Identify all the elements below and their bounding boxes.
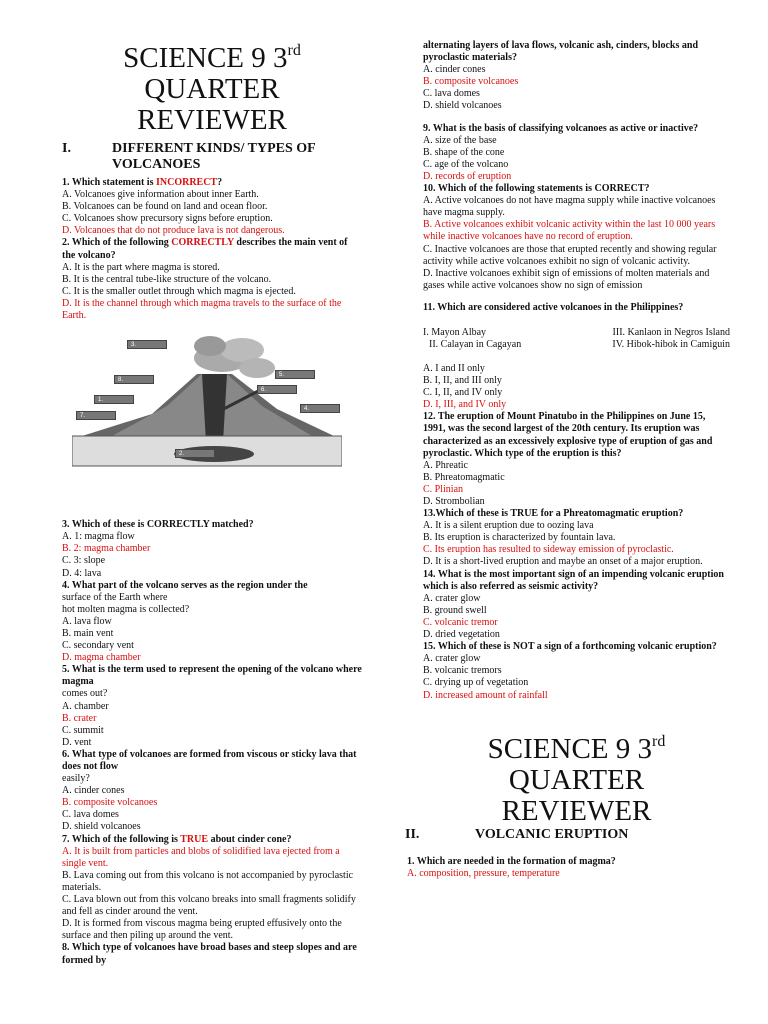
option: A. Volcanoes give information about inner Earth. xyxy=(62,189,259,201)
option: A. Active volcanoes do not have magma supply while inactive volcanoes have magma supply. xyxy=(423,195,716,219)
answer: D. I, III, and IV only xyxy=(423,399,507,411)
option: D. Inactive volcanoes exhibit sign of emissions of molten materials and gases while active volcanoes show no sign of emission xyxy=(423,267,710,291)
option: B. volcanic tremors xyxy=(423,665,502,677)
answer: B. Active volcanoes exhibit volcanic activity within the last 10 000 years while inactive volcanoes have no record of eruption. xyxy=(423,219,716,243)
question-3: 3. Which of these is CORRECTLY matched? xyxy=(62,519,254,531)
option: A. crater glow xyxy=(423,653,481,665)
answer: A. composition, pressure, temperature xyxy=(407,868,560,880)
diagram-label: 3. xyxy=(127,340,167,349)
option: A. I and II only xyxy=(423,362,485,374)
answer: D. magma chamber xyxy=(62,652,141,664)
right-column xyxy=(405,0,730,880)
option: B. Its eruption is characterized by fountain lava. xyxy=(423,532,616,544)
option: D. Strombolian xyxy=(423,496,485,507)
question-14: 14. What is the most important sign of an impending volcanic eruption which is also referred as seismic activity? xyxy=(423,568,724,592)
option: C. drying up of vegetation xyxy=(423,677,529,689)
option: B. Volcanoes can be found on land and ocean floor. xyxy=(62,201,268,213)
diagram-label: 5. xyxy=(275,370,315,379)
option: D. dried vegetation xyxy=(423,629,500,641)
question-8-continued: alternating layers of lava flows, volcanic ash, cinders, blocks and pyroclastic materials? xyxy=(423,40,699,64)
option: C. lava domes xyxy=(62,809,119,821)
option: A. crater glow xyxy=(423,592,481,604)
option: A. cinder cones xyxy=(62,785,125,797)
option: D. shield volcanoes xyxy=(423,100,502,112)
answer: B. crater xyxy=(62,712,97,724)
title-line2: QUARTER xyxy=(144,73,280,105)
option: C. Lava blown out from this volcano breaks into small fragments solidify and fell as cinder around the vent. xyxy=(62,894,356,918)
question-2: 2. Which of the following CORRECTLY describes the main vent of the volcano? xyxy=(62,237,348,261)
option: A. lava flow xyxy=(62,615,112,627)
option: A. It is a silent eruption due to oozing lava xyxy=(423,520,594,532)
answer: B. composite volcanoes xyxy=(62,797,158,809)
title-text: SCIENCE 9 3 xyxy=(123,42,288,74)
option: D. shield volcanoes xyxy=(62,821,141,833)
option: B. It is the central tube-like structure of the volcano. xyxy=(62,273,272,285)
question-6: 6. What type of volcanoes are formed from viscous or sticky lava that does not flow xyxy=(62,748,357,772)
part2-question-1: 1. Which are needed in the formation of magma? xyxy=(407,856,616,868)
answer: B. composite volcanoes xyxy=(423,76,519,88)
section-heading-2: II. VOLCANIC ERUPTION xyxy=(405,826,629,842)
answer: C. Its eruption has resulted to sideway emission of pyroclastic. xyxy=(423,544,674,556)
option: C. lava domes xyxy=(423,88,480,100)
answer: B. 2: magma chamber xyxy=(62,543,151,555)
option: C. Inactive volcanoes are those that erupted recently and showing regular activity while active volcanoes exhibit no sign of volcanic activity. xyxy=(423,243,717,267)
volcano-list: I. Mayon Albay III. Kanlaon in Negros Island II. Calayan in Cagayan IV. Hibok-hibok in Camiguin xyxy=(423,326,730,350)
option: C. summit xyxy=(62,724,104,736)
answer: D. It is the channel through which magma travels to the surface of the xyxy=(62,297,342,309)
question-1: 1. Which statement is INCORRECT? xyxy=(62,177,223,188)
answer: A. It is built from particles and blobs of solidified lava ejected from a single vent. xyxy=(62,845,340,869)
option: A. chamber xyxy=(62,700,109,712)
page-title-2: SCIENCE 9 3rd QUARTER REVIEWER xyxy=(487,732,666,827)
option: D. vent xyxy=(62,736,92,748)
option: C. secondary vent xyxy=(62,640,134,652)
diagram-label: 6. xyxy=(257,385,297,394)
option: B. Phreatomagmatic xyxy=(423,471,505,483)
option: C. 3: slope xyxy=(62,555,106,567)
option: C. Volcanoes show precursory signs before eruption. xyxy=(62,213,273,225)
answer: D. increased amount of rainfall xyxy=(423,689,548,701)
diagram-label: 2. xyxy=(175,449,215,458)
question-9: 9. What is the basis of classifying volcanoes as active or inactive? xyxy=(423,122,699,134)
page-title xyxy=(62,43,362,136)
option: D. It is a short-lived eruption and maybe an onset of a major eruption. xyxy=(423,556,703,568)
diagram-label: 8. xyxy=(114,375,154,384)
question-5: 5. What is the term used to represent the opening of the volcano where magma xyxy=(62,664,362,688)
title-superscript: rd xyxy=(287,42,301,59)
option: D. 4: lava xyxy=(62,567,102,579)
option: A. size of the base xyxy=(423,134,497,146)
option: A. cinder cones xyxy=(423,64,486,76)
question-13: 13.Which of these is TRUE for a Phreatomagmatic eruption? xyxy=(423,508,684,520)
option: B. Lava coming out from this volcano is not accompanied by pyroclastic materials. xyxy=(62,869,354,893)
diagram-label: 4. xyxy=(300,404,340,413)
title-line3: REVIEWER xyxy=(137,104,287,136)
option: B. ground swell xyxy=(423,604,487,616)
question-10: 10. Which of the following statements is CORRECT? xyxy=(423,183,650,195)
diagram-label: 1. xyxy=(94,395,134,404)
option: B. I, II, and III only xyxy=(423,375,502,387)
answer: D. Volcanoes that do not produce lava is not dangerous. xyxy=(62,225,285,237)
question-11: 11. Which are considered active volcanoes in the Philippines? xyxy=(423,301,684,313)
option: A. 1: magma flow xyxy=(62,531,135,543)
answer: Earth. xyxy=(62,310,87,322)
option: C. It is the smaller outlet through which magma is ejected. xyxy=(62,285,296,297)
option: D. It is formed from viscous magma being erupted effusively onto the surface and then piling up around the vent. xyxy=(62,918,342,942)
option: C. I, II, and IV only xyxy=(423,387,503,399)
left-column: SCIENCE 9 3rd QUARTER REVIEWER I. DIFFERENT KINDS/ TYPES OF VOLCANOES 1. Which statement is INCORRECT? A. Volcanoes give information about inner Earth. B. Volcanoes can be found on land and ocean floor. C. Volcanoes show precursory signs before eruption. D. Volcanoes that do not produce lava is not dangerous. 2. Which of the following CORRECTLY describes the main vent of the volcano? A. It is the part where magma is stored. B. It is the central tube-like structure of the volcano. C. It is the smaller outlet through which magma is ejected. D. It is the channel through which magma travels to the surface of the Earth. 3. 8. 1. 7. 5. 6. 4. 2. 3. Which of these is CORRECTLY matched? A. 1: magma flow B. 2: magma chamber C. 3: slope D. 4: lava 4. What part of the volcano serves as the region under the surface of the Earth where hot molten magma is collected? A. lava flow B. main vent C. secondary vent D. magma chamber 5. What is the term used to represent the opening of the volcano where magma comes out? A. chamber B. crater C. summit D. vent 6. What type of volcanoes are formed from viscous or sticky lava that does not flow easily? A. cinder cones B. composite volcanoes C. lava domes D. shield volcanoes 7. Which of the following is TRUE about cinder cone? A. It is built from particles and blobs of solidified lava ejected from a single vent. B. Lava coming out from this volcano is not accompanied by pyroclastic materials. C. Lava blown out from this volcano breaks into small fragments solidify and fell as cinder around the vent. D. It is formed from viscous magma being erupted effusively onto the surface and then piling up around the vent. 8. Which type of volcanoes have broad bases and steep slopes and are formed by xyxy=(62,42,362,966)
volcano-diagram xyxy=(72,334,342,469)
question-15: 15. Which of these is NOT a sign of a forthcoming volcanic eruption? xyxy=(423,641,717,653)
option: C. age of the volcano xyxy=(423,158,509,170)
question-8: 8. Which type of volcanoes have broad bases and steep slopes and are formed by xyxy=(62,942,357,966)
diagram-label: 7. xyxy=(76,411,116,420)
question-7: 7. Which of the following is TRUE about cinder cone? xyxy=(62,833,292,845)
answer: C. volcanic tremor xyxy=(423,616,498,628)
question-12: 12. The eruption of Mount Pinatubo in the Philippines on June 15, 1991, was the second largest of the 20th century. Its eruption was characterized as an excessively explosive type of eruption of gas and pyroclastic. Which type of the eruption is this? xyxy=(423,411,713,459)
option: A. Phreatic xyxy=(423,459,468,471)
option: B. shape of the cone xyxy=(423,146,505,158)
option: A. It is the part where magma is stored. xyxy=(62,261,220,273)
answer: C. Plinian xyxy=(423,483,464,495)
question-4: 4. What part of the volcano serves as the region under the xyxy=(62,579,308,591)
option: B. main vent xyxy=(62,627,114,639)
section-heading-1: I. DIFFERENT KINDS/ TYPES OF VOLCANOES xyxy=(62,141,316,172)
answer: D. records of eruption xyxy=(423,170,512,182)
